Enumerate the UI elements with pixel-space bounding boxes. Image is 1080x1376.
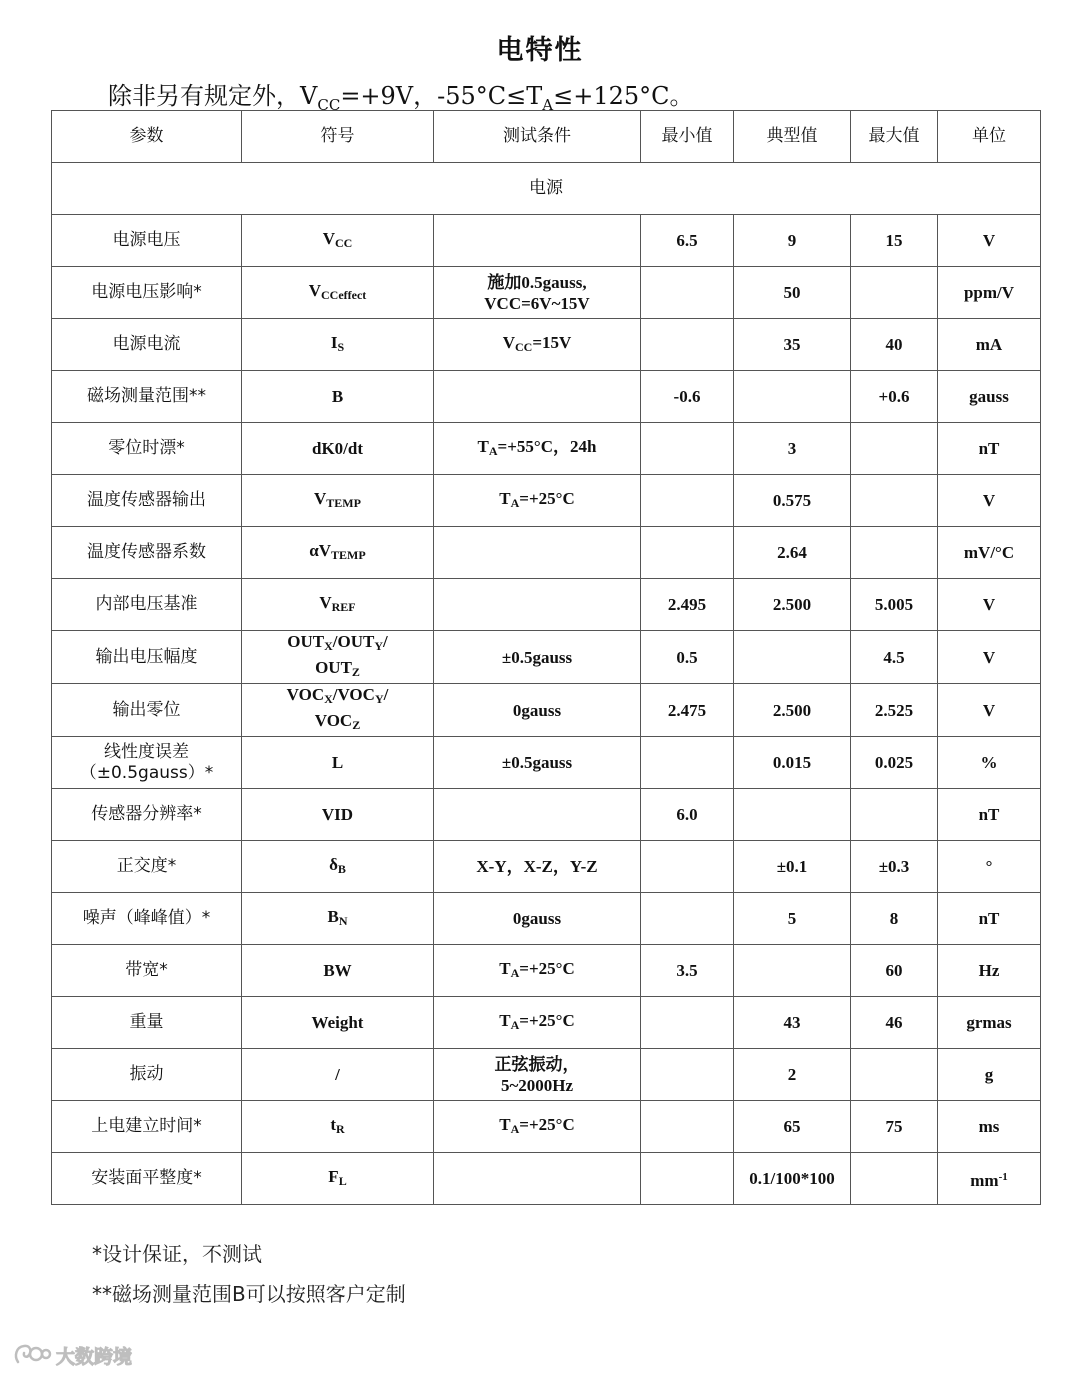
max-value-cell: 60 — [851, 945, 938, 997]
table-row — [52, 997, 1041, 1049]
symbol-text: B — [327, 906, 339, 926]
min-value-cell — [641, 997, 734, 1049]
min-value-cell: 2.475 — [641, 684, 734, 737]
condition-cell — [434, 945, 641, 997]
symbol-subscript: Z — [351, 665, 360, 679]
max-value-cell: 0.025 — [851, 737, 938, 789]
symbol-text: V — [308, 280, 321, 300]
table-row — [52, 684, 1041, 737]
header-unit: 单位 — [938, 111, 1041, 163]
unit-text: V — [982, 595, 996, 614]
footnote: **磁场测量范围B可以按照客户定制 — [92, 1282, 406, 1306]
symbol-cell — [242, 527, 434, 579]
watermark — [12, 1340, 162, 1370]
header-typ: 典型值 — [734, 111, 851, 163]
max-value-cell: 5.005 — [851, 579, 938, 631]
symbol-text: Weight — [311, 1013, 364, 1032]
param-cell: 传感器分辨率* — [52, 789, 242, 841]
vcc-subscript: CC — [317, 95, 341, 114]
symbol-text: BW — [323, 961, 352, 980]
min-value-cell: 0.5 — [641, 631, 734, 684]
unit-cell — [938, 789, 1041, 841]
symbol-cell — [242, 1049, 434, 1101]
symbol-cell — [242, 423, 434, 475]
typ-value-cell: 0.1/100*100 — [734, 1153, 851, 1205]
min-value-cell: -0.6 — [641, 371, 734, 423]
condition-cell — [434, 527, 641, 579]
symbol-cell — [242, 1153, 434, 1205]
symbol-subscript: Z — [352, 718, 361, 732]
symbol-subscript: B — [337, 861, 346, 876]
unit-cell — [938, 684, 1041, 737]
min-value-cell — [641, 893, 734, 945]
condition-text: =+25°C — [519, 958, 575, 978]
table-row — [52, 215, 1041, 267]
unit-cell — [938, 215, 1041, 267]
min-value-cell — [641, 737, 734, 789]
condition-text: T — [499, 1114, 511, 1134]
typ-value-cell: 35 — [734, 319, 851, 371]
symbol-cell — [242, 631, 434, 684]
condition-cell: ±0.5gauss — [434, 737, 641, 789]
param-cell: 输出电压幅度 — [52, 631, 242, 684]
unit-text: mV/°C — [963, 543, 1015, 562]
symbol-subscript: R — [336, 1121, 345, 1136]
symbol-cell — [242, 475, 434, 527]
param-cell: 电源电压 — [52, 215, 242, 267]
symbol-text: V — [319, 592, 332, 612]
max-value-cell: 2.525 — [851, 684, 938, 737]
condition-cell — [434, 423, 641, 475]
max-value-cell: 75 — [851, 1101, 938, 1153]
symbol-text: dK0/dt — [311, 439, 364, 458]
max-value-cell: +0.6 — [851, 371, 938, 423]
max-value-cell — [851, 1049, 938, 1101]
header-min: 最小值 — [641, 111, 734, 163]
typ-value-cell: 9 — [734, 215, 851, 267]
unit-cell — [938, 527, 1041, 579]
symbol-subscript: X — [324, 639, 333, 653]
min-value-cell — [641, 1101, 734, 1153]
unit-text: gauss — [969, 387, 1009, 406]
unit-text: mm — [970, 1170, 999, 1190]
conditions-middle: =+9V，-55°C≤T — [340, 82, 543, 110]
param-cell: 磁场测量范围** — [52, 371, 242, 423]
typ-value-cell: 2.500 — [734, 684, 851, 737]
param-cell: 电源电流 — [52, 319, 242, 371]
unit-cell — [938, 319, 1041, 371]
param-cell: 温度传感器系数 — [52, 527, 242, 579]
condition-cell — [434, 1101, 641, 1153]
symbol-text: I — [330, 332, 338, 352]
symbol-subscript: L — [338, 1173, 347, 1188]
symbol-text: αV — [309, 540, 332, 560]
param-cell: 上电建立时间* — [52, 1101, 242, 1153]
table-row — [52, 945, 1041, 997]
typ-value-cell — [734, 789, 851, 841]
param-cell: 重量 — [52, 997, 242, 1049]
symbol-text: L — [331, 753, 344, 772]
table-row — [52, 579, 1041, 631]
min-value-cell — [641, 841, 734, 893]
max-value-cell: 8 — [851, 893, 938, 945]
symbol-text: B — [331, 387, 344, 406]
condition-text: T — [499, 1010, 511, 1030]
unit-cell — [938, 893, 1041, 945]
header-symbol: 符号 — [242, 111, 434, 163]
symbol-cell — [242, 215, 434, 267]
conditions-suffix: ≤+125°C。 — [553, 82, 694, 110]
typ-value-cell: 50 — [734, 267, 851, 319]
unit-text: V — [982, 491, 996, 510]
table-row — [52, 737, 1041, 789]
symbol-part: / — [383, 685, 389, 704]
unit-cell — [938, 579, 1041, 631]
param-cell: 温度传感器输出 — [52, 475, 242, 527]
table-row — [52, 789, 1041, 841]
condition-line: 正弦振动， — [494, 1054, 580, 1074]
condition-cell — [434, 997, 641, 1049]
unit-text: Hz — [978, 961, 1000, 980]
condition-text: =+55°C，24h — [497, 436, 597, 456]
symbol-subscript: CCeffect — [320, 287, 367, 302]
symbol-subscript: TEMP — [326, 495, 361, 510]
symbol-part: OUT — [315, 658, 352, 677]
symbol-cell — [242, 789, 434, 841]
unit-text: ppm/V — [963, 283, 1015, 302]
typ-value-cell: 2 — [734, 1049, 851, 1101]
unit-text: % — [980, 753, 998, 772]
table-row — [52, 1101, 1041, 1153]
section-row — [52, 163, 1041, 215]
condition-text: =+25°C — [519, 488, 575, 508]
table-row — [52, 319, 1041, 371]
symbol-part: VOC — [314, 711, 353, 730]
max-value-cell — [851, 789, 938, 841]
section-power: 电源 — [52, 163, 1041, 215]
symbol-part: / — [383, 632, 388, 651]
min-value-cell — [641, 1049, 734, 1101]
condition-subscript: A — [488, 443, 498, 458]
unit-cell — [938, 267, 1041, 319]
typ-value-cell: 43 — [734, 997, 851, 1049]
min-value-cell — [641, 475, 734, 527]
unit-cell — [938, 1101, 1041, 1153]
min-value-cell — [641, 267, 734, 319]
table-row — [52, 893, 1041, 945]
logo-icon — [12, 1342, 52, 1368]
symbol-cell — [242, 684, 434, 737]
header-condition: 测试条件 — [434, 111, 641, 163]
condition-subscript: CC — [514, 339, 533, 354]
condition-text: =+25°C — [519, 1010, 575, 1030]
min-value-cell — [641, 319, 734, 371]
condition-cell — [434, 1153, 641, 1205]
typ-value-cell: 3 — [734, 423, 851, 475]
unit-text: nT — [978, 439, 1000, 458]
symbol-cell — [242, 945, 434, 997]
typ-value-cell: 65 — [734, 1101, 851, 1153]
max-value-cell — [851, 527, 938, 579]
min-value-cell: 6.5 — [641, 215, 734, 267]
condition-line: 施加0.5gauss, — [487, 272, 587, 292]
symbol-cell — [242, 371, 434, 423]
unit-text: V — [982, 647, 996, 667]
max-value-cell: 40 — [851, 319, 938, 371]
min-value-cell — [641, 527, 734, 579]
table-row — [52, 371, 1041, 423]
condition-cell — [434, 215, 641, 267]
condition-text: V — [502, 332, 515, 352]
condition-cell — [434, 789, 641, 841]
condition-subscript: A — [510, 495, 520, 510]
max-value-cell — [851, 267, 938, 319]
condition-subscript: A — [510, 1121, 520, 1136]
symbol-text: V — [314, 488, 327, 508]
table-row — [52, 631, 1041, 684]
symbol-text: F — [328, 1166, 339, 1186]
param-name-line: （±0.5gauss）* — [79, 762, 214, 783]
unit-superscript: -1 — [998, 1170, 1008, 1183]
operating-conditions — [108, 76, 694, 114]
min-value-cell — [641, 423, 734, 475]
unit-cell — [938, 631, 1041, 684]
unit-cell — [938, 475, 1041, 527]
condition-text: =+25°C — [519, 1114, 575, 1134]
unit-cell — [938, 997, 1041, 1049]
condition-cell — [434, 371, 641, 423]
symbol-part: /VOC — [332, 685, 375, 704]
electrical-characteristics-table — [51, 110, 1041, 1205]
condition-cell: ±0.5gauss — [434, 631, 641, 684]
unit-cell — [938, 737, 1041, 789]
table-row — [52, 475, 1041, 527]
typ-value-cell — [734, 631, 851, 684]
min-value-cell: 2.495 — [641, 579, 734, 631]
param-cell: 噪声（峰峰值）* — [52, 893, 242, 945]
symbol-cell — [242, 841, 434, 893]
param-cell: 正交度* — [52, 841, 242, 893]
header-param: 参数 — [52, 111, 242, 163]
condition-cell: 0gauss — [434, 893, 641, 945]
condition-line: VCC=6V~15V — [484, 293, 590, 313]
typ-value-cell: 2.64 — [734, 527, 851, 579]
condition-line: 5~2000Hz — [500, 1075, 574, 1095]
unit-text: g — [984, 1065, 994, 1084]
table-row — [52, 423, 1041, 475]
ta-subscript: A — [542, 95, 554, 114]
min-value-cell: 6.0 — [641, 789, 734, 841]
symbol-subscript: Y — [374, 639, 383, 653]
symbol-cell — [242, 737, 434, 789]
unit-cell — [938, 1153, 1041, 1205]
table-row — [52, 841, 1041, 893]
symbol-subscript: TEMP — [331, 547, 366, 562]
symbol-subscript: S — [337, 339, 345, 354]
unit-cell — [938, 423, 1041, 475]
table-row — [52, 267, 1041, 319]
unit-text: grmas — [966, 1013, 1012, 1032]
table-row — [52, 1049, 1041, 1101]
symbol-text: t — [330, 1114, 336, 1134]
symbol-text: V — [322, 228, 335, 248]
symbol-subscript: X — [324, 692, 333, 706]
typ-value-cell: ±0.1 — [734, 841, 851, 893]
page-title: 电特性 — [496, 35, 584, 66]
max-value-cell — [851, 475, 938, 527]
symbol-text: VID — [321, 805, 354, 824]
symbol-part: VOC — [286, 685, 325, 704]
symbol-subscript: N — [338, 913, 348, 928]
typ-value-cell: 0.575 — [734, 475, 851, 527]
condition-cell: X-Y，X-Z，Y-Z — [434, 841, 641, 893]
symbol-subscript: CC — [334, 235, 353, 250]
symbol-cell — [242, 1101, 434, 1153]
condition-text: T — [499, 488, 511, 508]
unit-cell — [938, 371, 1041, 423]
header-row — [52, 111, 1041, 163]
watermark-text: 大数跨境 — [56, 1345, 133, 1368]
typ-value-cell: 0.015 — [734, 737, 851, 789]
unit-cell — [938, 945, 1041, 997]
param-cell: 输出零位 — [52, 684, 242, 737]
unit-text: ms — [978, 1117, 1000, 1136]
footnotes — [92, 1238, 406, 1318]
max-value-cell: 15 — [851, 215, 938, 267]
header-max: 最大值 — [851, 111, 938, 163]
symbol-cell — [242, 893, 434, 945]
unit-text: V — [982, 231, 996, 250]
symbol-cell — [242, 267, 434, 319]
condition-cell: 0gauss — [434, 684, 641, 737]
unit-text: nT — [978, 909, 1000, 928]
symbol-subscript: Y — [374, 692, 384, 706]
condition-text: T — [499, 958, 511, 978]
max-value-cell: ±0.3 — [851, 841, 938, 893]
unit-text: mA — [975, 335, 1003, 354]
max-value-cell — [851, 1153, 938, 1205]
max-value-cell: 4.5 — [851, 631, 938, 684]
symbol-text: δ — [329, 854, 338, 874]
condition-cell — [434, 579, 641, 631]
unit-text: nT — [978, 805, 1000, 824]
symbol-part: OUT — [287, 632, 325, 651]
param-cell: 带宽* — [52, 945, 242, 997]
condition-subscript: A — [510, 1017, 520, 1032]
condition-subscript: A — [510, 965, 520, 980]
symbol-subscript: REF — [331, 599, 356, 614]
param-name-line: 线性度误差 — [104, 741, 189, 762]
condition-text: =15V — [532, 332, 572, 352]
min-value-cell: 3.5 — [641, 945, 734, 997]
param-cell — [52, 737, 242, 789]
typ-value-cell: 5 — [734, 893, 851, 945]
typ-value-cell — [734, 945, 851, 997]
param-cell: 内部电压基准 — [52, 579, 242, 631]
conditions-prefix: 除非另有规定外，V — [108, 82, 318, 110]
param-cell: 零位时漂* — [52, 423, 242, 475]
symbol-cell — [242, 579, 434, 631]
unit-text: V — [982, 700, 996, 720]
min-value-cell — [641, 1153, 734, 1205]
symbol-cell — [242, 319, 434, 371]
unit-cell — [938, 841, 1041, 893]
table-row — [52, 1153, 1041, 1205]
symbol-text: / — [335, 1065, 340, 1084]
max-value-cell — [851, 423, 938, 475]
max-value-cell: 46 — [851, 997, 938, 1049]
condition-cell — [434, 267, 641, 319]
condition-cell — [434, 319, 641, 371]
condition-text: T — [477, 436, 489, 456]
param-cell: 电源电压影响* — [52, 267, 242, 319]
condition-cell — [434, 1049, 641, 1101]
symbol-cell — [242, 997, 434, 1049]
param-cell: 安装面平整度* — [52, 1153, 242, 1205]
unit-cell — [938, 1049, 1041, 1101]
table-row — [52, 527, 1041, 579]
symbol-part: /OUT — [332, 632, 375, 651]
typ-value-cell — [734, 371, 851, 423]
condition-cell — [434, 475, 641, 527]
footnote: *设计保证，不测试 — [92, 1242, 262, 1266]
param-cell: 振动 — [52, 1049, 242, 1101]
unit-text: ° — [985, 857, 993, 876]
typ-value-cell: 2.500 — [734, 579, 851, 631]
